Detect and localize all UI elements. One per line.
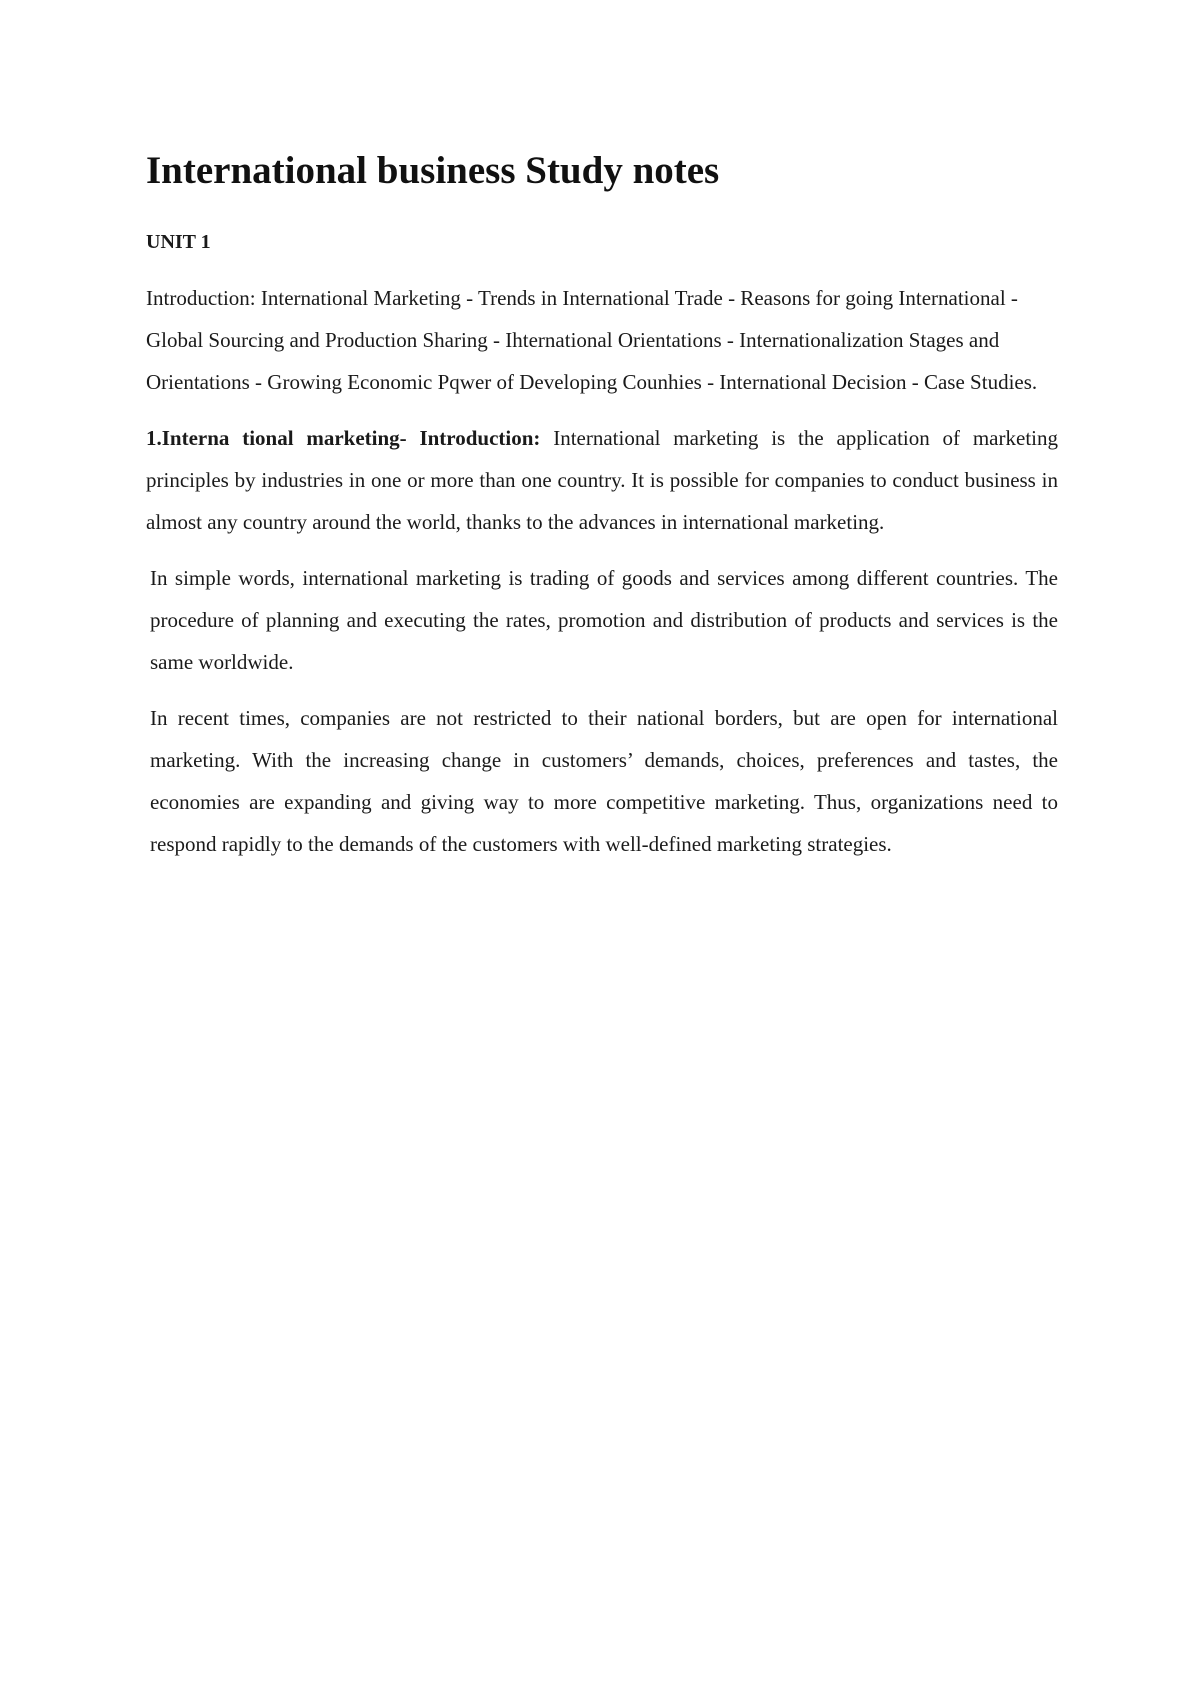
syllabus-paragraph: Introduction: International Marketing - Trends in International Trade - Reasons for going International - Global Sourcing and Production Sharing - Ihternational Orientations - Internationalization Stages and Orientations - Growing Economic Pqwer of Developing Counhies - International Decision - Case Studies. <box>146 285 1038 394</box>
section1-heading: 1.Interna tional marketing- Introduction: <box>146 425 541 450</box>
section1-paragraph1 <box>146 417 1058 543</box>
section1-paragraph1-text: International marketing is the application of marketing principles by industries in one or more than one country. It is possible for companies to conduct business in almost any country around the world, thanks to the advances in international marketing. <box>146 425 1058 534</box>
unit-heading: UNIT 1 <box>146 230 211 253</box>
document-page <box>146 128 1058 865</box>
section1-paragraph3: In recent times, companies are not restricted to their national borders, but are open for international marketing. With the increasing change in customers’ demands, choices, preferences and tastes, the economies are expanding and giving way to more competitive marketing. Thus, organizations need to respond rapidly to the demands of the customers with well-defined marketing strategies. <box>150 705 1058 856</box>
document-title: International business Study notes <box>146 149 720 192</box>
section1-paragraph2: In simple words, international marketing is trading of goods and services among different countries. The procedure of planning and executing the rates, promotion and distribution of products and services is the same worldwide. <box>150 565 1058 674</box>
